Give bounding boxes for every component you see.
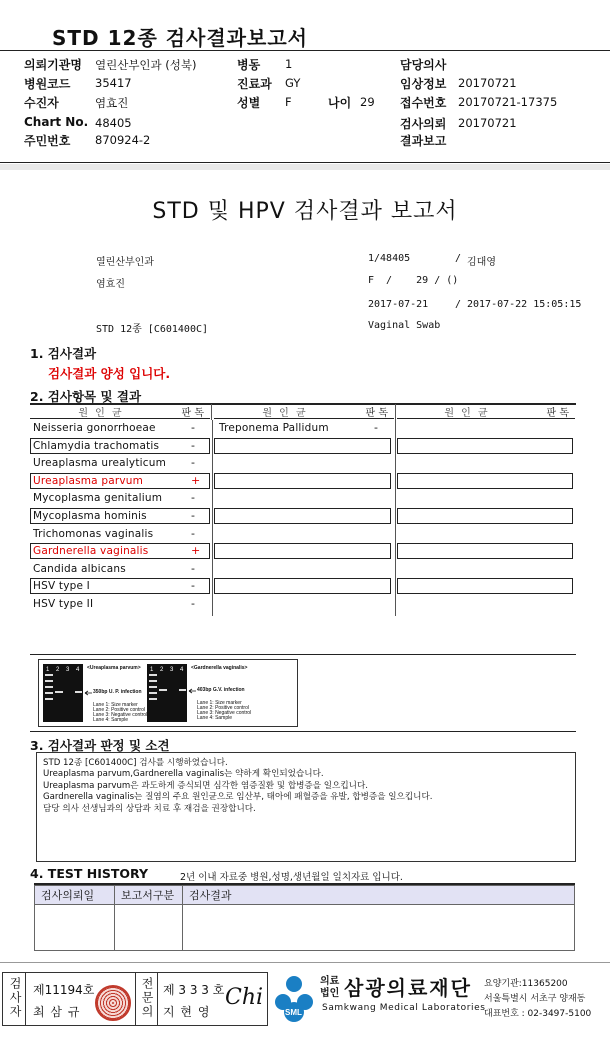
empty-result-box xyxy=(397,508,573,524)
column-header-result: 판 독 xyxy=(365,408,388,419)
header-label: 결과보고 xyxy=(400,134,447,148)
column-header-group xyxy=(397,404,575,419)
column-header-divider xyxy=(395,404,396,420)
gel-right-arrow xyxy=(189,689,196,693)
empty-result-box xyxy=(397,543,573,559)
gel-image-panel xyxy=(38,659,298,727)
examiner-label: 검사자 xyxy=(8,977,22,1019)
gel-left-legend-2: Lane 2: Positive control xyxy=(93,707,145,713)
gel-right-lane-3: 3 xyxy=(170,667,174,673)
pathogen-name: HSV type I xyxy=(33,580,90,592)
specialist-divider xyxy=(157,973,158,1025)
age-label: 나이 xyxy=(328,96,352,110)
patient-sex-age: F / 29 / () xyxy=(368,275,459,286)
column-header-result: 판 독 xyxy=(546,408,569,419)
header-value: 20170721 xyxy=(458,116,517,130)
specimen-type: Vaginal Swab xyxy=(368,320,441,331)
pathogen-name: Ureaplasma urealyticum xyxy=(33,457,167,469)
history-empty-row xyxy=(35,905,575,951)
specialist-signature: Chi xyxy=(225,985,264,1010)
header-label: Chart No. xyxy=(24,115,89,129)
column-header-result: 판 독 xyxy=(181,408,204,419)
gel-left-lane-1: 1 xyxy=(46,667,50,673)
pathogen-name: Neisseria gonorrhoeae xyxy=(33,422,156,434)
footer-separator xyxy=(0,962,610,963)
signature-panel xyxy=(2,972,268,1026)
header-label: 병동 xyxy=(237,58,261,72)
gel-right-lane-4: 4 xyxy=(180,667,184,673)
section1-title: 1. 검사결과 xyxy=(30,346,97,361)
opinion-box xyxy=(36,752,576,862)
gel-left-lane-4: 4 xyxy=(76,667,80,673)
empty-result-box xyxy=(214,473,391,489)
gel-left-legend-4: Lane 4: Sample xyxy=(93,717,129,723)
org-phone: 대표번호 : 02-3497-5100 xyxy=(484,1009,592,1019)
header-label: 성별 xyxy=(237,96,261,110)
column-header-group xyxy=(214,404,394,419)
section2-title: 2. 검사항목 및 결과 xyxy=(30,389,142,404)
examiner-seal-icon xyxy=(95,985,131,1021)
pathogen-name: Mycoplasma hominis xyxy=(33,510,147,522)
empty-result-box xyxy=(397,473,573,489)
header-label: 수진자 xyxy=(24,96,59,110)
gel-right-band-label: 403bp G.V. infection xyxy=(197,687,245,693)
pathogen-name: Treponema Pallidum xyxy=(219,422,329,434)
pathogen-result: - xyxy=(191,579,195,592)
header-label: 주민번호 xyxy=(24,134,71,148)
gel-left-legend-3: Lane 3: Negative control xyxy=(93,712,148,718)
header-value: 1 xyxy=(285,57,293,71)
header-value: 35417 xyxy=(95,76,132,90)
column-header-group xyxy=(30,404,210,419)
section2-bottom-rule xyxy=(30,654,576,655)
history-note: 2년 이내 자료중 병원,성명,생년월일 일치자료 입니다. xyxy=(180,872,403,883)
header-value: F xyxy=(285,95,292,109)
opinion-line-5: 담당 의사 선생님과의 상담과 치료 후 재검을 권장합니다. xyxy=(43,803,256,814)
examiner-license: 제11194호 xyxy=(33,983,95,997)
section4-title: 4. TEST HISTORY xyxy=(30,866,149,881)
header-label: 접수번호 xyxy=(400,96,447,110)
doctor-name: 김대영 xyxy=(467,257,496,268)
examiner-divider xyxy=(25,973,26,1025)
org-address: 서울특별시 서초구 양재동 xyxy=(484,994,586,1004)
gel-left-lane-3: 3 xyxy=(66,667,70,673)
section3-title: 3. 검사결과 판정 및 소견 xyxy=(30,738,170,753)
empty-result-box xyxy=(214,543,391,559)
gel-bottom-rule xyxy=(30,731,576,732)
result-column-divider xyxy=(212,420,213,616)
gel-electrophoresis-figure xyxy=(39,660,297,726)
sml-logo-icon xyxy=(272,972,316,1024)
report-main-title: STD 및 HPV 검사결과 보고서 xyxy=(152,199,458,224)
opinion-line-3: Ureaplasma parvum은 과도하게 증식되면 심각한 염증질환 및 합병증을 일으킵니다. xyxy=(43,780,368,791)
empty-result-box xyxy=(397,438,573,454)
gel-right-legend-3: Lane 3: Negative control xyxy=(197,710,252,716)
column-header-pathogen: 원 인 균 xyxy=(262,408,308,419)
gel-left-title: <Ureaplasma parvum> xyxy=(87,665,141,671)
gel-left-legend-1: Lane 1: Size marker xyxy=(93,702,138,708)
header-value: 염효진 xyxy=(95,96,129,110)
test-name: STD 12종 [C601400C] xyxy=(96,324,209,335)
pathogen-result: - xyxy=(191,456,195,469)
gel-left-lane-2: 2 xyxy=(56,667,60,673)
column-header-divider xyxy=(211,404,212,420)
empty-result-box xyxy=(214,438,391,454)
pathogen-name: Chlamydia trachomatis xyxy=(33,440,160,452)
opinion-line-2: Ureaplasma parvum,Gardnerella vaginalis는 약하게 확인되었습니다. xyxy=(43,769,324,780)
empty-result-box xyxy=(214,508,391,524)
pathogen-name: Ureaplasma parvum xyxy=(33,475,144,487)
header-top-rule xyxy=(0,50,610,51)
header-value: 20170721-17375 xyxy=(458,95,558,109)
header-label: 임상정보 xyxy=(400,77,447,91)
gel-right-legend-4: Lane 4: Sample xyxy=(197,715,233,721)
result-column-divider xyxy=(395,420,396,616)
date-reported: 2017-07-22 15:05:15 xyxy=(467,299,582,310)
header-shade-band xyxy=(0,164,610,170)
pathogen-result: - xyxy=(191,562,195,575)
gel-right-lane-2: 2 xyxy=(160,667,164,673)
care-institution-no: 요양기관:11365200 xyxy=(484,979,568,989)
overall-result: 검사결과 양성 입니다. xyxy=(48,366,171,381)
pathogen-result: - xyxy=(191,491,195,504)
opinion-line-1: STD 12종 [C601400C] 검사를 시행하였습니다. xyxy=(43,758,228,768)
specialist-divider-left xyxy=(135,973,136,1025)
pathogen-name: Mycoplasma genitalium xyxy=(33,492,163,504)
org-english-name: Samkwang Medical Laboratories xyxy=(322,1003,486,1013)
header-label: 병원코드 xyxy=(24,77,71,91)
date-received: 2017-07-21 xyxy=(368,299,429,310)
gel-right-title: <Gardnerella vaginalis> xyxy=(191,665,248,671)
column-header-pathogen: 원 인 균 xyxy=(78,408,124,419)
header-bottom-rule xyxy=(0,162,610,163)
opinion-line-4: Gardnerella vaginalis는 질염의 주요 원인균으로 임산부, 태아에 패혈증을 유발, 합병증을 일으킵니다. xyxy=(43,792,433,803)
pathogen-result: + xyxy=(191,474,201,487)
gel-right-lane-1: 1 xyxy=(150,667,154,673)
header-label: 검사의뢰 xyxy=(400,117,447,131)
patient-name: 염효진 xyxy=(96,279,125,290)
age-value: 29 xyxy=(360,95,375,109)
empty-result-box xyxy=(397,578,573,594)
header-value: 870924-2 xyxy=(95,133,151,147)
history-col-result: 검사결과 xyxy=(183,886,575,905)
pathogen-result: - xyxy=(191,439,195,452)
doctor-separator: / xyxy=(455,253,462,264)
pathogen-result: - xyxy=(191,421,195,434)
sml-logo-text: SML xyxy=(285,1008,302,1017)
column-header-pathogen: 원 인 균 xyxy=(444,408,490,419)
gel-left-arrow xyxy=(85,691,92,695)
history-col-type: 보고서구분 xyxy=(115,886,183,905)
examiner-name: 최 삼 규 xyxy=(33,1005,81,1019)
header-value: 열린산부인과 (성북) xyxy=(95,58,197,72)
pathogen-result: - xyxy=(374,421,378,434)
header-value: 48405 xyxy=(95,116,132,130)
pathogen-name: Gardnerella vaginalis xyxy=(33,545,149,557)
gel-left-band-label: 350bp U. P. infection xyxy=(93,689,142,695)
pathogen-name: Trichomonas vaginalis xyxy=(33,528,154,540)
chart-ward: 1/48405 xyxy=(368,253,411,264)
hospital-name: 열린산부인과 xyxy=(96,257,154,268)
header-label: 의뢰기관명 xyxy=(24,58,82,72)
empty-result-box xyxy=(214,578,391,594)
specialist-name: 지 현 영 xyxy=(163,1005,211,1019)
report-header-title: STD 12종 검사결과보고서 xyxy=(52,26,308,50)
pathogen-result: - xyxy=(191,509,195,522)
org-type: 의료법인 xyxy=(320,976,340,999)
specialist-license: 제 3 3 3 호 xyxy=(163,983,225,997)
pathogen-name: Candida albicans xyxy=(33,563,126,575)
history-table xyxy=(34,885,575,951)
pathogen-result: - xyxy=(191,597,195,610)
pathogen-name: HSV type II xyxy=(33,598,94,610)
header-label: 담당의사 xyxy=(400,58,447,72)
gel-right-legend-1: Lane 1: Size marker xyxy=(197,700,242,706)
history-col-date: 검사의뢰일 xyxy=(35,886,115,905)
specialist-label: 전문의 xyxy=(140,977,154,1019)
gel-right-legend-2: Lane 2: Positive control xyxy=(197,705,249,711)
org-name: 삼광의료재단 xyxy=(344,976,472,1000)
header-value: 20170721 xyxy=(458,76,517,90)
pathogen-result: - xyxy=(191,527,195,540)
header-label: 진료과 xyxy=(237,77,272,91)
header-value: GY xyxy=(285,76,301,90)
pathogen-result: + xyxy=(191,544,201,557)
date-separator: / xyxy=(455,299,462,310)
